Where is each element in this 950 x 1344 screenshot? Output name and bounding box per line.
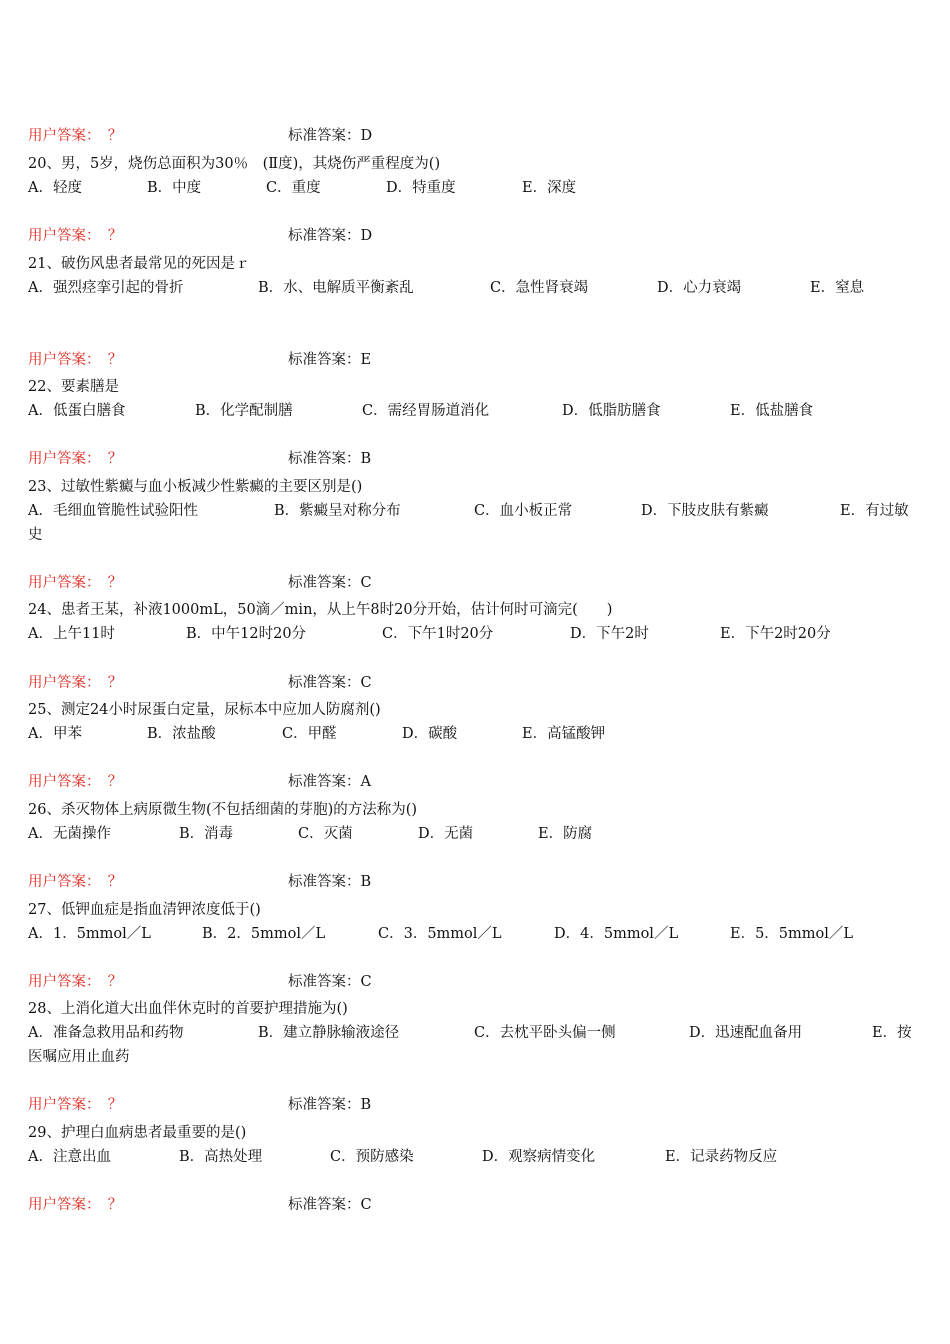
option-d: D．观察病情变化 [482,1149,596,1165]
option-a: A．甲苯 [28,726,82,742]
answer-row [28,1096,372,1114]
option-b: B．高热处理 [179,1149,263,1165]
standard-answer: 标准答案：B [288,451,372,467]
answer-row [28,773,371,791]
question-text: 29、护理白血病患者最重要的是() [28,1125,247,1141]
option-b: B．紫癜呈对称分布 [274,503,401,519]
option-a: A．上午11时 [28,626,115,642]
option-b: B．建立静脉输液途径 [258,1025,400,1041]
option-a: A．低蛋白膳食 [28,403,126,419]
option-b: B．中午12时20分 [186,626,307,642]
standard-answer: 标准答案：B [288,874,372,890]
answer-row [28,227,373,245]
option-c: C．下午1时20分 [382,626,494,642]
option-wrap-text: 医嘱应用止血药 [28,1049,130,1065]
option-e: E．下午2时20分 [720,626,831,642]
option-b: B．中度 [147,180,202,196]
option-b: B．浓盐酸 [147,726,216,742]
option-e: E．记录药物反应 [665,1149,778,1165]
standard-answer: 标准答案：B [288,1097,372,1113]
option-c: C．灭菌 [298,826,353,842]
standard-answer: 标准答案：C [288,974,372,990]
option-d: D．下午2时 [570,626,649,642]
option-d: D．低脂肪膳食 [562,403,661,419]
option-a: A．无菌操作 [28,826,111,842]
user-answer: 用户答案： ？ [28,1197,123,1213]
question-text: 23、过敏性紫癜与血小板减少性紫癜的主要区别是() [28,479,363,495]
question-text: 22、要素膳是 [28,379,119,395]
option-b: B．消毒 [179,826,234,842]
option-e: E．高锰酸钾 [522,726,606,742]
question-text: 25、测定24小时尿蛋白定量，尿标本中应加人防腐剂() [28,702,381,718]
user-answer: 用户答案： ？ [28,774,123,790]
option-d: D．4．5mmol／L [554,926,679,942]
question-text: 21、破伤风患者最常见的死因是ｒ [28,256,250,272]
user-answer: 用户答案： ？ [28,128,123,144]
option-a: A．1．5mmol／L [28,926,151,942]
option-c: C．去枕平卧头偏一侧 [474,1025,616,1041]
answer-row [28,973,372,991]
option-e: E．按 [872,1025,912,1041]
option-c: C．需经胃肠道消化 [362,403,490,419]
answer-row [28,873,372,891]
option-d: D．碳酸 [402,726,458,742]
answer-row [28,1196,372,1214]
user-answer: 用户答案： ？ [28,352,123,368]
option-d: D．迅速配血备用 [689,1025,803,1041]
user-answer: 用户答案： ？ [28,675,123,691]
option-wrap-text: 史 [28,527,43,543]
user-answer: 用户答案： ？ [28,1097,123,1113]
standard-answer: 标准答案：C [288,1197,372,1213]
question-text: 20、男，5岁，烧伤总面积为30％ (Ⅱ度)，其烧伤严重程度为() [28,156,441,172]
option-a: A．毛细血管脆性试验阳性 [28,503,198,519]
answer-row [28,450,372,468]
question-text: 27、低钾血症是指血清钾浓度低于() [28,902,261,918]
option-b: B．水、电解质平衡紊乱 [258,280,414,296]
user-answer: 用户答案： ？ [28,974,123,990]
answer-row [28,351,372,369]
option-d: D．心力衰竭 [657,280,742,296]
option-b: B．2．5mmol／L [202,926,326,942]
answer-row [28,574,372,592]
option-e: E．5．5mmol／L [730,926,854,942]
option-c: C．急性肾衰竭 [490,280,589,296]
user-answer: 用户答案： ？ [28,228,123,244]
option-e: E．窒息 [810,280,865,296]
option-a: A．强烈痉挛引起的骨折 [28,280,184,296]
option-b: B．化学配制膳 [195,403,293,419]
option-d: D．特重度 [386,180,456,196]
standard-answer: 标准答案：D [288,128,373,144]
option-e: E．低盐膳食 [730,403,814,419]
question-text: 28、上消化道大出血伴休克时的首要护理措施为() [28,1001,348,1017]
option-a: A．注意出血 [28,1149,111,1165]
option-a: A．准备急救用品和药物 [28,1025,184,1041]
standard-answer: 标准答案：A [288,774,371,790]
standard-answer: 标准答案：E [288,352,372,368]
standard-answer: 标准答案：D [288,228,373,244]
option-e: E．有过敏 [840,503,909,519]
standard-answer: 标准答案：C [288,575,372,591]
question-text: 24、患者王某，补液1000mL，50滴／min，从上午8时20分开始，估计何时可滴完( ) [28,602,613,618]
user-answer: 用户答案： ？ [28,874,123,890]
option-e: E．深度 [522,180,577,196]
option-a: A．轻度 [28,180,82,196]
option-c: C．甲醛 [282,726,337,742]
standard-answer: 标准答案：C [288,675,372,691]
user-answer: 用户答案： ？ [28,451,123,467]
question-text: 26、杀灭物体上病原微生物(不包括细菌的芽胞)的方法称为() [28,802,418,818]
option-d: D．下肢皮肤有紫癜 [641,503,769,519]
option-d: D．无菌 [418,826,474,842]
option-c: C．血小板正常 [474,503,573,519]
option-c: C．预防感染 [330,1149,414,1165]
user-answer: 用户答案： ？ [28,575,123,591]
answer-row [28,127,373,145]
option-c: C．重度 [266,180,321,196]
answer-row [28,674,372,692]
option-e: E．防腐 [538,826,593,842]
option-c: C．3．5mmol／L [378,926,502,942]
